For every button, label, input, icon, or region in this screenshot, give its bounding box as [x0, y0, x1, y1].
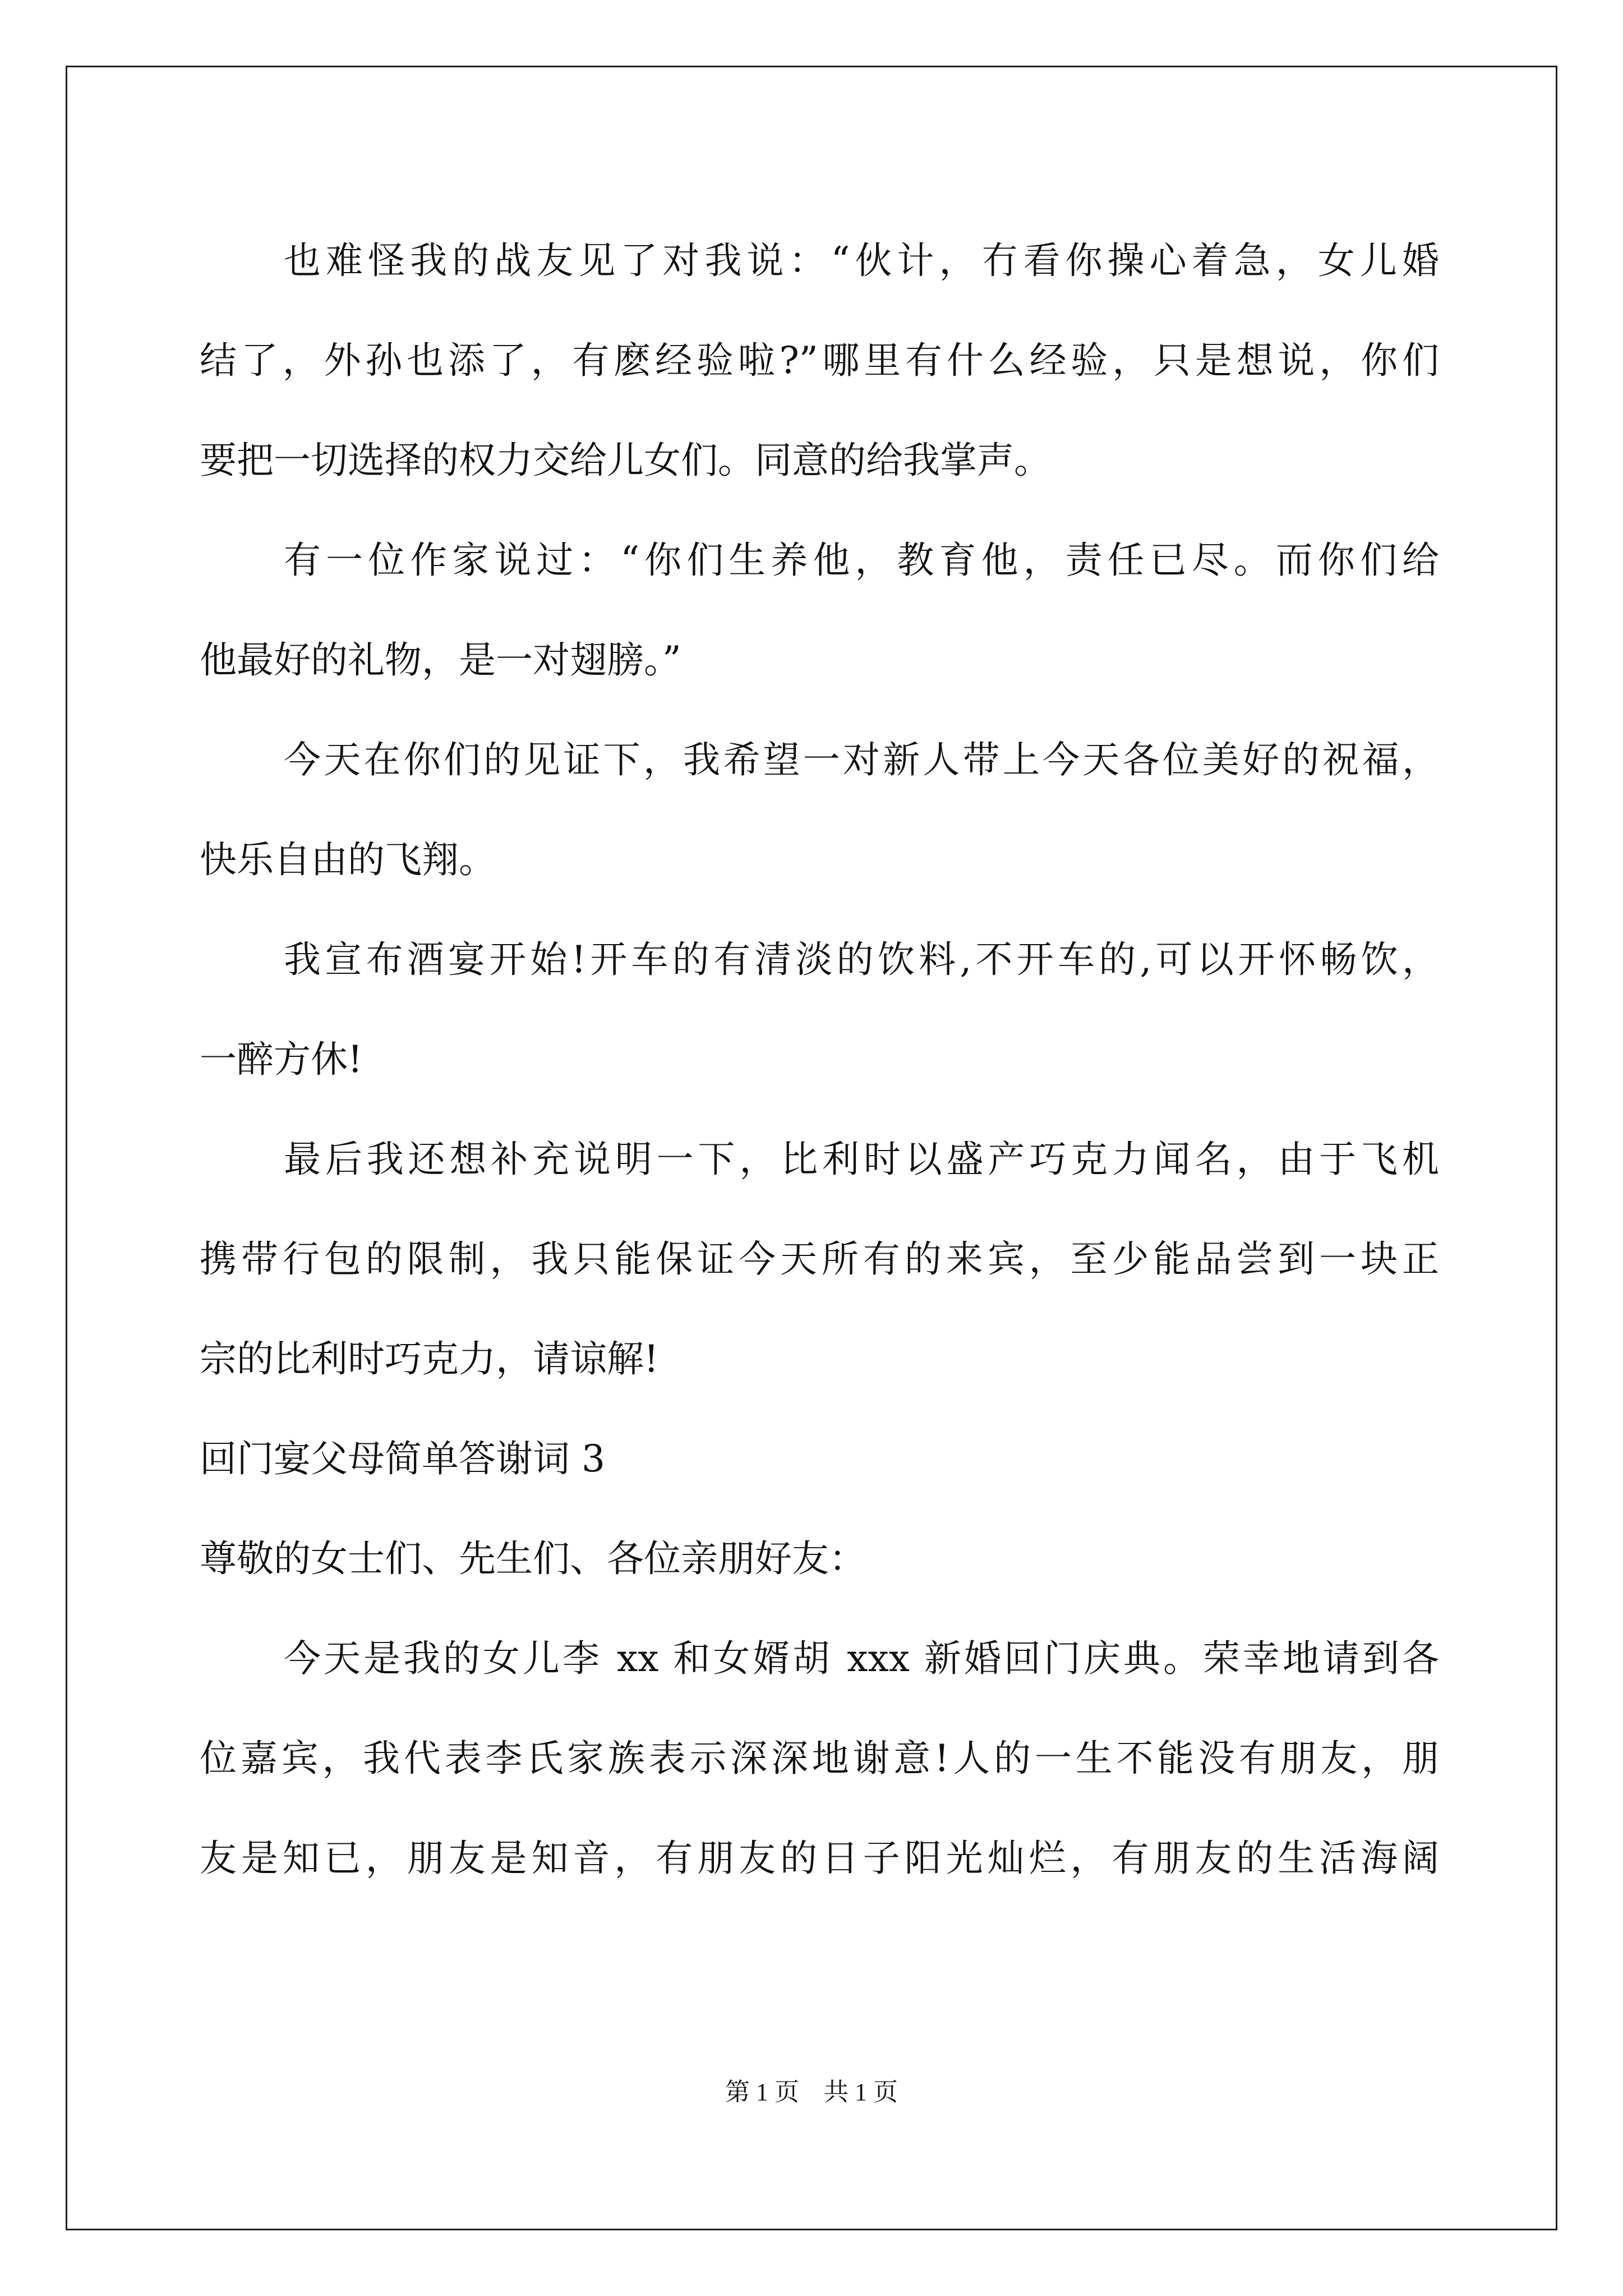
page-total: 共 1 页	[824, 2078, 898, 2106]
text-line: 宗的比利时巧克力，请谅解!	[200, 1337, 659, 1381]
text-line: 我宣布酒宴开始!开车的有清淡的饮料,不开车的,可以开怀畅饮，	[284, 938, 1439, 981]
text-line: 结了，外孙也添了，有麽经验啦?”哪里有什么经验，只是想说，你们	[200, 339, 1439, 382]
text-line: 有一位作家说过：“你们生养他，教育他，责任已尽。而你们给	[284, 539, 1439, 582]
text-line: 友是知已，朋友是知音，有朋友的日子阳光灿烂，有朋友的生活海阔	[200, 1837, 1439, 1880]
text-line: 今天是我的女儿李 xx 和女婿胡 xxx 新婚回门庆典。荣幸地请到各	[284, 1637, 1439, 1680]
text-line: 快乐自由的飞翔。	[200, 838, 496, 881]
text-line: 最后我还想补充说明一下，比利时以盛产巧克力闻名，由于飞机	[284, 1138, 1439, 1181]
text-line: 他最好的礼物，是一对翅膀。”	[200, 638, 681, 682]
text-line: 要把一切选择的权力交给儿女们。同意的给我掌声。	[200, 439, 1051, 482]
document-body	[200, 211, 1439, 1908]
page-number: 第 1 页	[725, 2078, 799, 2106]
text-line: 今天在你们的见证下，我希望一对新人带上今天各位美好的祝福，	[284, 738, 1439, 781]
text-line: 也难怪我的战友见了对我说：“伙计，冇看你操心着急，女儿婚	[284, 239, 1439, 282]
text-line: 位嘉宾，我代表李氏家族表示深深地谢意!人的一生不能没有朋友，朋	[200, 1737, 1439, 1780]
section-heading: 回门宴父母简单答谢词 3	[200, 1437, 605, 1480]
salutation: 尊敬的女士们、先生们、各位亲朋好友：	[200, 1537, 866, 1580]
text-line: 一醉方休!	[200, 1038, 363, 1081]
text-line: 携带行包的限制，我只能保证今天所有的来宾，至少能品尝到一块正	[200, 1237, 1439, 1281]
page-footer	[0, 2076, 1623, 2109]
